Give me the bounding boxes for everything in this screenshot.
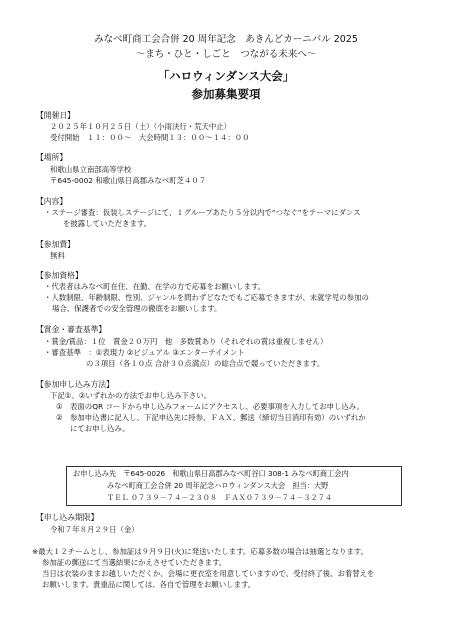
- eligibility-heading: 【参加資格】: [36, 271, 83, 280]
- contact-line-2: みなべ町商工会合併 20 周年記念ハロウィンダンス大会 担当：大野: [107, 481, 329, 490]
- event-tagline: ～まち・ひと・しごと つながる未来へ～: [135, 49, 317, 60]
- prize-line-1: ・賞金/賞品：１位 賞金２０万円 他 多数賞あり（それぞれの賞は重複しません）: [44, 337, 328, 346]
- date-line-2: 受付開始 １１：００～ 大会時間１３：００～１４：００: [50, 133, 250, 142]
- contact-line-1: お申し込み先 〒645-0026 和歌山県日高郡みなべ町谷口 308-1 みなべ町商工会内: [73, 469, 349, 478]
- apply-heading: 【参加申し込み方法】: [36, 380, 114, 389]
- date-line-1: ２０２５年１０月２５日（土）（小雨決行・荒天中止）: [50, 122, 232, 131]
- venue-line-2: 〒645-0002 和歌山県日高郡みなべ町芝４０７: [50, 176, 207, 185]
- eligibility-line-1: ・代表者はみなべ町在住、在勤、在学の方で応募をお願いします。: [44, 282, 266, 291]
- apply-line-1: 下記①、②いずれかの方法でお申し込み下さい。: [50, 391, 212, 400]
- fee-line-1: 無料: [50, 251, 65, 260]
- page-title: 「ハロウィンダンス大会」: [157, 69, 295, 83]
- note-line-1: ※最大１２チームとし、参加証は９月９日(火)に発送いたします。応募多数の場合は抽選となります。: [32, 547, 368, 556]
- note-line-2: 参加証の郵送にて当選結果にかえさせていただきます。: [42, 558, 227, 567]
- contact-box: [66, 466, 402, 506]
- content-heading: 【内容】: [36, 197, 68, 206]
- apply-line-2: ① 表面のQR コードから申し込みフォームにアクセスし、必要事項を入力してお申し込み。: [56, 402, 365, 411]
- prize-line-3: の３項目（各１０点 合計３０点満点）の総合点で競っていただきます。: [86, 359, 325, 368]
- eligibility-line-3: 場合、保護者での安全管理の徹底をお願いします。: [52, 304, 222, 313]
- venue-line-1: 和歌山県立南部高等学校: [50, 165, 132, 174]
- eligibility-line-2: ・人数制限、年齢制限、性別、ジャンルを問わずどなたでもご応募できますが、未就学児の参加の: [44, 293, 369, 302]
- date-heading: 【開催日】: [36, 111, 75, 120]
- prize-heading: 【賞金・審査基準】: [36, 325, 107, 334]
- deadline-heading: 【申し込み期限】: [36, 513, 99, 522]
- fee-heading: 【参加費】: [36, 240, 75, 249]
- note-line-4: お願いします。貴重品に関しては、各自で管理をお願いします。: [42, 580, 256, 589]
- prize-line-2: ・審査基準 ：①表現力 ②ビジュアル ③エンターテイメント: [44, 348, 245, 357]
- apply-line-3: ② 参加申込書に記入し、下記申込先に持参、ＦＡＸ、郵送（締切当日消印有効）のいずれか: [56, 413, 366, 422]
- content-line-2: を披露していただきます。: [63, 219, 152, 228]
- deadline-line-1: 令和７年８月２９日（金）: [50, 525, 139, 534]
- venue-heading: 【場所】: [36, 153, 68, 162]
- page-subtitle: 参加募集要項: [191, 87, 261, 101]
- contact-line-3: ＴＥＬ ０７３９－７４－２３０８ ＦＡＸ０７３９－７４－３２７４: [107, 493, 333, 502]
- event-title-line: みなべ町商工会合併 20 周年記念 あきんどカーニバル 2025: [94, 34, 358, 45]
- apply-line-4: にてお申し込み。: [70, 424, 130, 433]
- content-line-1: ・ステージ審査：仮装しステージにて、１グループあたり５分以内で“つなぐ”をテーマにダンス: [44, 208, 361, 217]
- note-line-3: 当日は衣装のままお越しいただくか、会場に更衣室を用意していますので、受付終了後、お着替えを: [42, 569, 375, 578]
